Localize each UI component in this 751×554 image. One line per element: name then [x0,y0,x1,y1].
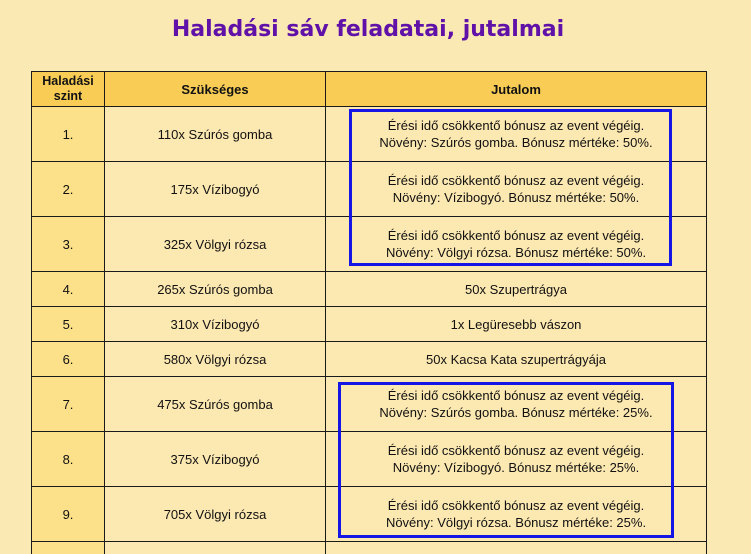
reward-line-1: 1x Legüresebb vászon [450,316,582,332]
table-row [32,342,707,377]
column-header-level: Haladási szint [32,72,105,107]
column-header-required: Szükséges [105,72,326,107]
table-row [32,272,707,307]
required-cell: 175x Vízibogyó [105,162,326,217]
required-cell: 325x Völgyi rózsa [105,217,326,272]
table-header-row [32,72,707,107]
reward-cell [326,432,707,487]
reward-line-1: Érési idő csökkentő bónusz az event végéig. [387,388,645,403]
table-row [32,217,707,272]
reward-line-1: Érési idő csökkentő bónusz az event végéig. [387,118,645,133]
reward-cell [326,107,707,162]
table-row [32,487,707,542]
level-cell: 3. [32,217,105,272]
level-cell: 5. [32,307,105,342]
reward-line-1: Érési idő csökkentő bónusz az event végéig. [387,173,645,188]
reward-cell [326,542,707,554]
required-cell [105,542,326,554]
reward-cell [326,307,707,342]
level-cell: 2. [32,162,105,217]
level-cell: 4. [32,272,105,307]
level-cell: 9. [32,487,105,542]
reward-cell [326,487,707,542]
level-cell: 7. [32,377,105,432]
reward-cell [326,342,707,377]
required-cell: 265x Szúrós gomba [105,272,326,307]
page-title: Haladási sáv feladatai, jutalmai [171,17,565,42]
reward-line-2: Növény: Szúrós gomba. Bónusz mértéke: 50%. [379,135,653,150]
table-row [32,107,707,162]
required-cell: 110x Szúrós gomba [105,107,326,162]
reward-line-2: Növény: Völgyi rózsa. Bónusz mértéke: 25%. [385,515,647,530]
required-cell: 705x Völgyi rózsa [105,487,326,542]
table-row [32,162,707,217]
required-cell: 310x Vízibogyó [105,307,326,342]
column-header-reward: Jutalom [326,72,707,107]
table-row [32,432,707,487]
reward-line-1: 50x Kacsa Kata szupertrágyája [426,351,606,367]
level-cell: 6. [32,342,105,377]
required-cell: 580x Völgyi rózsa [105,342,326,377]
required-cell: 475x Szúrós gomba [105,377,326,432]
table-row [32,542,707,554]
reward-cell [326,217,707,272]
reward-cell [326,377,707,432]
table-row [32,307,707,342]
reward-line-1: Érési idő csökkentő bónusz az event végéig. [387,443,645,458]
reward-line-1: Érési idő csökkentő bónusz az event végéig. [387,228,645,243]
reward-line-2: Növény: Völgyi rózsa. Bónusz mértéke: 50%. [385,245,647,260]
level-cell: 8. [32,432,105,487]
level-cell: 1. [32,107,105,162]
reward-line-2: Növény: Szúrós gomba. Bónusz mértéke: 25%. [379,405,653,420]
progress-table [31,71,707,554]
table-row [32,377,707,432]
reward-line-2: Növény: Vízibogyó. Bónusz mértéke: 50%. [392,190,640,205]
reward-cell [326,272,707,307]
reward-cell [326,162,707,217]
reward-line-1: Érési idő csökkentő bónusz az event végéig. [387,498,645,513]
reward-line-2: Növény: Vízibogyó. Bónusz mértéke: 25%. [392,460,640,475]
required-cell: 375x Vízibogyó [105,432,326,487]
reward-line-1: 50x Szupertrágya [465,281,567,297]
level-cell [32,542,105,554]
